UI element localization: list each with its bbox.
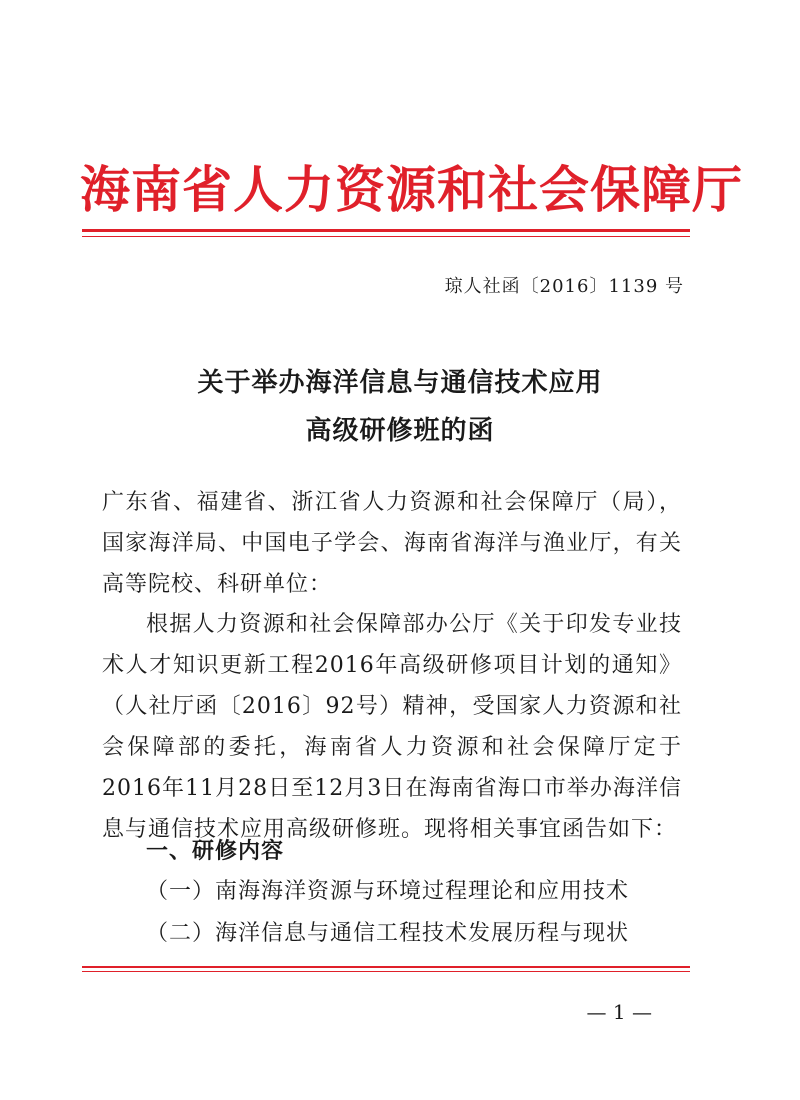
- section-item-2: （二）海洋信息与通信工程技术发展历程与现状: [146, 921, 630, 946]
- header-rule-thin: [82, 236, 690, 237]
- body-paragraph: 根据人力资源和社会保障部办公厅《关于印发专业技术人才知识更新工程2016年高级研修项目计划的通知》（人社厅函〔2016〕92号）精神，受国家人力资源和社会保障部的委托，海南省人力资源和社会保障厅定于2016年11月28日至12月3日在海南省海口市举办海洋信息与通信技术应用高级研修班。现将相关事宜函告如下：: [102, 612, 682, 842]
- footer-rule-thin: [82, 971, 690, 972]
- section-item-1: （一）南海海洋资源与环境过程理论和应用技术: [146, 879, 630, 904]
- addressees-paragraph: 广东省、福建省、浙江省人力资源和社会保障厅（局），国家海洋局、中国电子学会、海南省海洋与渔业厅，有关高等院校、科研单位：: [102, 490, 682, 597]
- section-heading: 一、研修内容: [146, 839, 285, 864]
- org-header: 海南省人力资源和社会保障厅: [80, 160, 743, 219]
- document-number: 琼人社函〔2016〕1139 号: [444, 276, 684, 297]
- document-title-line-2: 高级研修班的函: [305, 416, 495, 446]
- footer-rule-thick: [82, 966, 690, 968]
- page-number: — 1 —: [586, 1000, 652, 1024]
- document-title-line-1: 关于举办海洋信息与通信技术应用: [197, 368, 603, 398]
- header-rule-thick: [82, 229, 690, 232]
